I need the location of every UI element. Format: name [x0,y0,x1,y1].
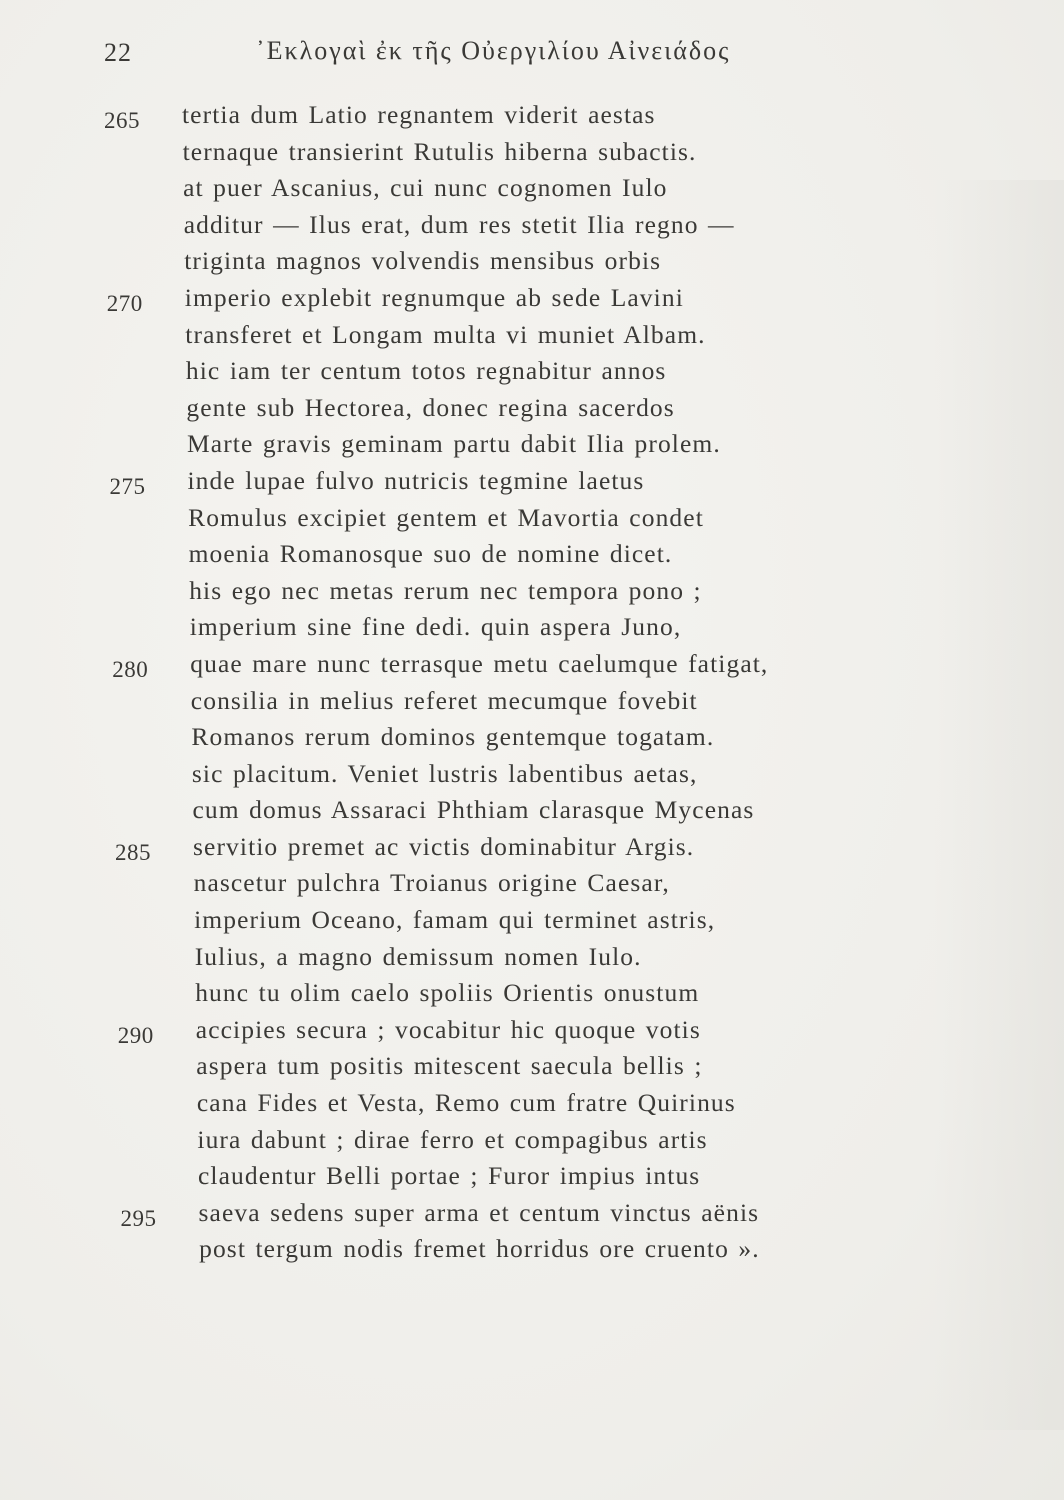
verse-text: additur — Ilus erat, dum res stetit Ilia regno — [183,209,735,239]
verse-text: imperium sine fine dedi. quin aspera Juno, [189,612,682,642]
verse-line [106,466,926,503]
verse-text: at puer Ascanius, cui nunc cognomen Iulo [183,173,668,203]
verse-line [115,1088,935,1125]
poem-text [100,100,920,1300]
verse-line [106,503,926,540]
verse-text: accipies secura ; vocabitur hic quoque votis [195,1014,701,1044]
verse-line [108,612,928,649]
verse-text: cum domus Assaraci Phthiam clarasque Mycenas [192,795,755,825]
verse-text: tertia dum Latio regnantem viderit aestas [182,100,656,129]
line-number: 270 [106,290,143,316]
line-number: 275 [109,473,146,499]
line-number: 280 [112,656,149,682]
verse-line [105,429,925,466]
verse-line [107,576,927,613]
verse-line [104,393,924,430]
verse-line [102,210,922,247]
verse-text: Romanos rerum dominos gentemque togatam. [191,722,715,752]
verse-text: cana Fides et Vesta, Remo cum fratre Quirinus [196,1088,736,1118]
verse-text: iura dabunt ; dirae ferro et compagibus artis [197,1124,708,1154]
verse-line [116,1161,936,1198]
verse-text: ternaque transierint Rutulis hiberna subactis. [182,136,697,166]
verse-text: transferet et Longam multa vi muniet Albam. [185,319,706,349]
verse-line [101,137,921,174]
verse-line [104,356,924,393]
verse-line [109,722,929,759]
verse-text: imperio explebit regnumque ab sede Lavini [184,282,684,312]
verse-text: quae mare nunc terrasque metu caelumque fatigat, [190,648,769,678]
verse-line [113,942,933,979]
verse-text: Romulus excipiet gentem et Mavortia condet [188,502,704,532]
verse-line [102,246,922,283]
line-number: 265 [104,108,140,133]
verse-line [117,1198,937,1235]
verse-text: his ego nec metas rerum nec tempora pono ; [189,575,702,605]
verse-text: hic iam ter centum totos regnabitur annos [185,356,667,386]
verse-text: saeva sedens super arma et centum vinctus aënis [198,1197,760,1227]
verse-text: Iulius, a magno demissum nomen Iulo. [194,941,642,971]
verse-line [114,1015,934,1052]
verse-text: post tergum nodis fremet horridus ore cruento ». [199,1234,760,1264]
verse-text: triginta magnos volvendis mensibus orbis [184,246,662,276]
verse-text: inde lupae fulvo nutricis tegmine laetus [187,465,645,495]
verse-line [101,173,921,210]
verse-line [115,1125,935,1162]
page-header [104,38,844,78]
verse-line [108,649,928,686]
verse-text: moenia Romanosque suo de nomine dicet. [188,539,673,569]
verse-line [117,1234,937,1271]
verse-line [114,1051,934,1088]
verse-line [103,320,923,357]
verse-line [111,832,931,869]
verse-line [107,539,927,576]
verse-text: sic placitum. Veniet lustris labentibus aetas, [191,758,698,788]
verse-text: aspera tum positis mitescent saecula bellis ; [196,1051,703,1081]
verse-line [113,978,933,1015]
verse-text: Marte gravis geminam partu dabit Ilia prolem. [187,429,721,459]
verse-line [111,795,931,832]
show-through-shadow [934,180,1064,1430]
verse-text: servitio premet ac victis dominabitur Argis. [193,831,695,861]
verse-text: claudentur Belli portae ; Furor impius intus [198,1161,701,1191]
running-head: ᾿Εκλογαὶ ἐκ τῆς Οὐεργιλίου Αἰνειάδος [256,36,731,65]
line-number: 285 [115,839,151,865]
verse-line [109,686,929,723]
page-number: 22 [104,38,132,67]
verse-line [112,905,932,942]
verse-text: imperium Oceano, famam qui terminet astris, [194,905,716,935]
verse-line [100,100,920,137]
verse-line [103,283,923,320]
verse-text: gente sub Hectorea, donec regina sacerdos [186,392,675,422]
verse-text: hunc tu olim caelo spoliis Orientis onustum [195,978,700,1008]
verse-text: nascetur pulchra Troianus origine Caesar, [193,868,670,898]
verse-line [112,868,932,905]
line-number: 290 [117,1022,154,1048]
verse-line [110,759,930,796]
verse-text: consilia in melius referet mecumque fovebit [190,685,698,715]
line-number: 295 [120,1205,157,1231]
